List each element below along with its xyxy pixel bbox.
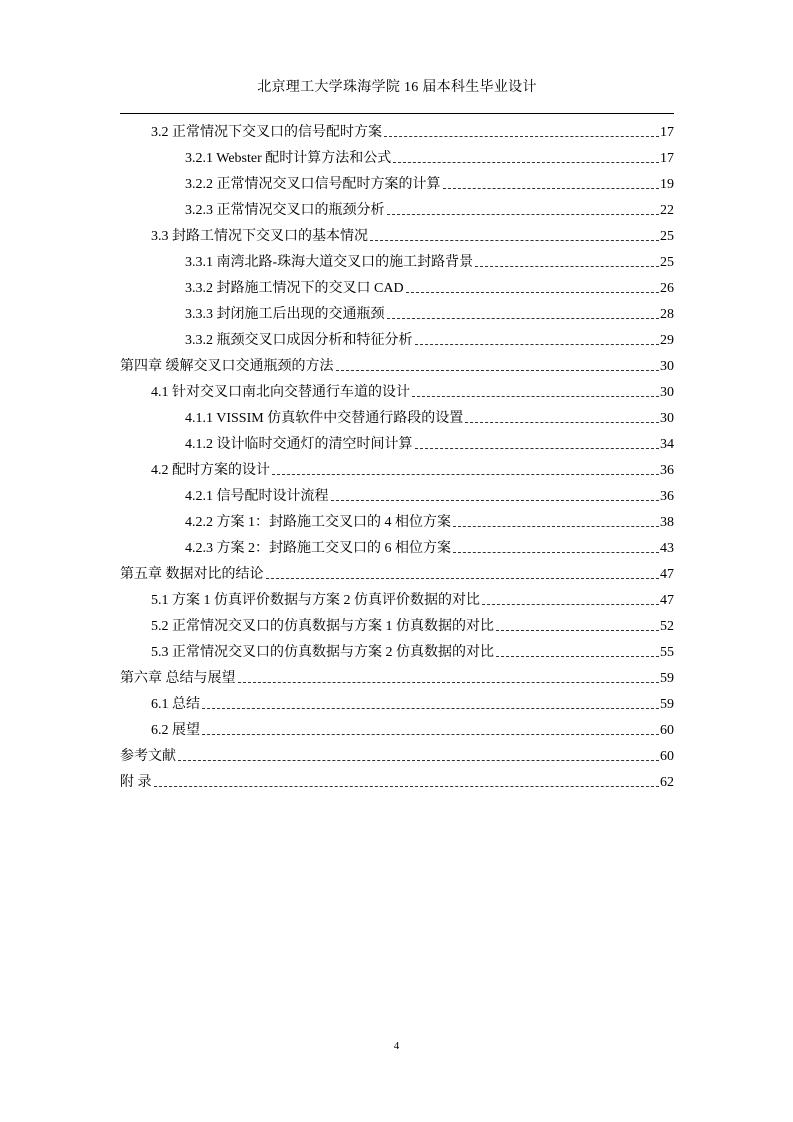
dot-leader xyxy=(370,240,659,241)
toc-entry[interactable] xyxy=(151,453,674,479)
dot-leader xyxy=(331,500,660,501)
toc-entry-title: 第四章 缓解交叉口交通瓶颈的方法 xyxy=(120,359,334,374)
dot-leader xyxy=(336,370,660,371)
toc-entry-page: 29 xyxy=(660,333,674,348)
toc-entry-page: 47 xyxy=(660,567,674,582)
dot-leader xyxy=(266,578,660,579)
toc-entry-title: 4.1 针对交叉口南北向交替通行车道的设计 xyxy=(151,385,410,400)
toc-entry-title: 3.2 正常情况下交叉口的信号配时方案 xyxy=(151,125,382,140)
toc-entry-page: 26 xyxy=(660,281,674,296)
toc-entry-title: 5.2 正常情况交叉口的仿真数据与方案 1 仿真数据的对比 xyxy=(151,619,494,634)
toc-entry-title: 第六章 总结与展望 xyxy=(120,671,236,686)
page-number: 4 xyxy=(393,1040,400,1052)
dot-leader xyxy=(482,604,659,605)
dot-leader xyxy=(202,708,659,709)
toc-entry-title: 3.3.1 南湾北路-珠海大道交叉口的施工封路背景 xyxy=(185,255,474,270)
toc-entry-title: 5.1 方案 1 仿真评价数据与方案 2 仿真评价数据的对比 xyxy=(151,593,480,608)
toc-entry-page: 25 xyxy=(660,229,674,244)
dot-leader xyxy=(453,526,659,527)
toc-entry-title: 第五章 数据对比的结论 xyxy=(120,567,264,582)
toc-entry-title: 参考文献 xyxy=(120,749,176,764)
toc-entry-title: 3.2.1 Webster 配时计算方法和公式 xyxy=(185,151,392,166)
toc-entry-page: 52 xyxy=(660,619,674,634)
toc-entry[interactable] xyxy=(151,713,674,739)
toc-entry[interactable] xyxy=(185,479,674,505)
toc-entry-title: 3.2.3 正常情况交叉口的瓶颈分析 xyxy=(185,203,385,218)
toc-entry[interactable] xyxy=(185,271,674,297)
dot-leader xyxy=(202,734,659,735)
toc-entry-page: 30 xyxy=(660,385,674,400)
toc-entry[interactable] xyxy=(151,375,674,401)
toc-entry-page: 59 xyxy=(660,697,674,712)
toc-entry-title: 4.2 配时方案的设计 xyxy=(151,463,270,478)
dot-leader xyxy=(412,396,659,397)
toc-entry[interactable] xyxy=(151,219,674,245)
toc-entry[interactable] xyxy=(185,193,674,219)
dot-leader xyxy=(387,318,660,319)
toc-entry[interactable] xyxy=(120,765,674,791)
dot-leader xyxy=(238,682,660,683)
toc-entry-title: 4.2.2 方案 1：封路施工交叉口的 4 相位方案 xyxy=(185,515,451,530)
toc-entry[interactable] xyxy=(185,531,674,557)
toc-entry[interactable] xyxy=(185,323,674,349)
toc-entry-page: 30 xyxy=(660,359,674,374)
toc-entry-title: 4.1.1 VISSIM 仿真软件中交替通行路段的设置 xyxy=(185,411,464,426)
toc-entry[interactable] xyxy=(185,141,674,167)
toc-entry[interactable] xyxy=(151,635,674,661)
toc-entry-title: 3.3 封路工情况下交叉口的基本情况 xyxy=(151,229,368,244)
toc-entry[interactable] xyxy=(120,349,674,375)
toc-entry-title: 4.1.2 设计临时交通灯的清空时间计算 xyxy=(185,437,413,452)
toc-entry-title: 6.1 总结 xyxy=(151,697,200,712)
toc-entry-title: 3.2.2 正常情况交叉口信号配时方案的计算 xyxy=(185,177,441,192)
toc-entry[interactable] xyxy=(120,661,674,687)
toc-entry[interactable] xyxy=(185,167,674,193)
header-rule xyxy=(120,113,674,114)
toc-entry-title: 3.3.3 封闭施工后出现的交通瓶颈 xyxy=(185,307,385,322)
toc-entry[interactable] xyxy=(151,115,674,141)
toc-entry-page: 62 xyxy=(660,775,674,790)
toc-entry[interactable] xyxy=(120,557,674,583)
dot-leader xyxy=(393,162,659,163)
dot-leader xyxy=(443,188,660,189)
toc-entry-page: 59 xyxy=(660,671,674,686)
toc-entry-page: 25 xyxy=(660,255,674,270)
toc-entry[interactable] xyxy=(151,609,674,635)
toc-entry[interactable] xyxy=(151,583,674,609)
toc-entry-title: 6.2 展望 xyxy=(151,723,200,738)
toc-entry-title: 3.3.2 瓶颈交叉口成因分析和特征分析 xyxy=(185,333,413,348)
toc-entry-title: 4.2.1 信号配时设计流程 xyxy=(185,489,329,504)
toc-entry[interactable] xyxy=(120,739,674,765)
dot-leader xyxy=(384,136,659,137)
toc-entry-page: 47 xyxy=(660,593,674,608)
dot-leader xyxy=(272,474,659,475)
toc-entry-page: 36 xyxy=(660,463,674,478)
dot-leader xyxy=(178,760,659,761)
dot-leader xyxy=(154,786,660,787)
toc-entry-page: 34 xyxy=(660,437,674,452)
toc-entry[interactable] xyxy=(151,687,674,713)
dot-leader xyxy=(465,422,659,423)
toc-entry-page: 17 xyxy=(660,125,674,140)
toc-entry-page: 38 xyxy=(660,515,674,530)
toc-entry-title: 5.3 正常情况交叉口的仿真数据与方案 2 仿真数据的对比 xyxy=(151,645,494,660)
toc-entry-page: 17 xyxy=(660,151,674,166)
toc-entry[interactable] xyxy=(185,505,674,531)
document-header: 北京理工大学珠海学院 16 届本科生毕业设计 xyxy=(257,80,537,95)
dot-leader xyxy=(453,552,659,553)
toc-entry-page: 19 xyxy=(660,177,674,192)
toc-entry-page: 30 xyxy=(660,411,674,426)
toc-entry[interactable] xyxy=(185,297,674,323)
dot-leader xyxy=(415,448,660,449)
dot-leader xyxy=(475,266,659,267)
toc-entry-page: 60 xyxy=(660,723,674,738)
dot-leader xyxy=(496,630,659,631)
toc-entry[interactable] xyxy=(185,401,674,427)
toc-entry-page: 60 xyxy=(660,749,674,764)
toc-entry[interactable] xyxy=(185,245,674,271)
toc-entry[interactable] xyxy=(185,427,674,453)
toc-entry-page: 28 xyxy=(660,307,674,322)
toc-entry-page: 22 xyxy=(660,203,674,218)
toc-entry-page: 36 xyxy=(660,489,674,504)
dot-leader xyxy=(406,292,659,293)
dot-leader xyxy=(496,656,659,657)
toc-entry-title: 附 录 xyxy=(120,775,152,790)
toc-entry-title: 3.3.2 封路施工情况下的交叉口 CAD xyxy=(185,281,404,296)
toc-entry-page: 55 xyxy=(660,645,674,660)
toc-entry-title: 4.2.3 方案 2：封路施工交叉口的 6 相位方案 xyxy=(185,541,451,556)
dot-leader xyxy=(387,214,660,215)
dot-leader xyxy=(415,344,660,345)
toc-entry-page: 43 xyxy=(660,541,674,556)
